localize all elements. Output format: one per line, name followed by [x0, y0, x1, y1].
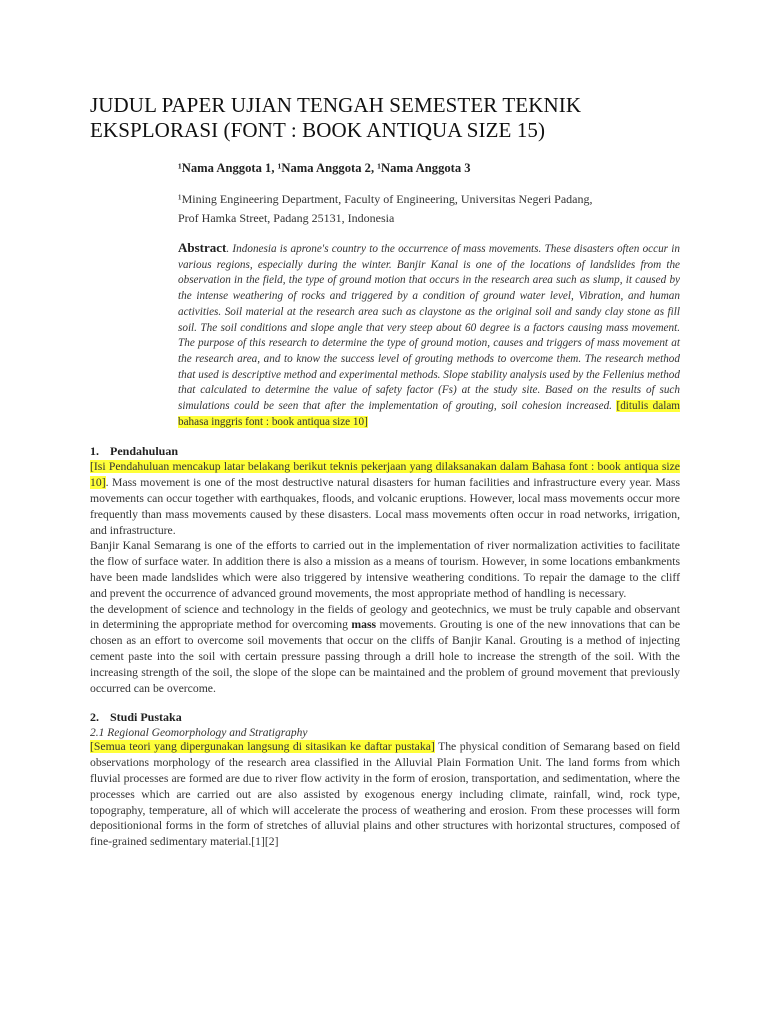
- section-heading-pendahuluan: [90, 444, 680, 459]
- intro-paragraph-2: Banjir Kanal Semarang is one of the efforts to carried out in the implementation of river normalization activities to facilitate the flow of surface water. In addition there is also a mission as a means of tourism. However, in some locations embankments have been made landslides which were also triggered by intensive weathering conditions. To repair the damage to the cliff and prevent the occurrence of advanced ground movements, the most appropriate method of handling is necessary.: [90, 539, 680, 600]
- subsection-heading: 2.1 Regional Geomorphology and Stratigraphy: [90, 727, 308, 740]
- intro-paragraph-3: [90, 602, 680, 697]
- affiliation-line-1: ¹Mining Engineering Department, Faculty of Engineering, Universitas Negeri Padang,: [178, 192, 593, 206]
- paper-title: JUDUL PAPER UJIAN TENGAH SEMESTER TEKNIK EKSPLORASI (FONT : BOOK ANTIQUA SIZE 15): [90, 93, 582, 142]
- section-number: 2.: [90, 710, 99, 725]
- review-text-1: The physical condition of Semarang based on field observations morphology of the research area classified in the Alluvial Plain Formation Unit. The land forms from which fluvial processes are formed are due to river flow activity in the form of erosion, transportation, and sedimentation, where the processes which are carried out are also assisted by exogenous energy including climate, rainfall, wind, rock type, topography, temperature, all of which will accelerate the process of weathering and erosion. From these processes will form depositionional forms in the form of stretches of alluvial plains and other structures with horizontal structures, composed of fine-grained sedimentary material.[1][2]: [90, 740, 680, 849]
- intro-text-3a: the development of science and technology in the fields of geology and geotechnics, we must be truly capable and observant in determining the appropriate method for overcoming: [90, 602, 680, 632]
- section-title: Studi Pustaka: [110, 710, 182, 725]
- affiliation-line-2: Prof Hamka Street, Padang 25131, Indonesia: [178, 211, 395, 225]
- intro-paragraph-1: [90, 459, 680, 538]
- section-number: 1.: [90, 444, 99, 459]
- abstract: [178, 240, 680, 430]
- abstract-note-highlight: [ditulis dalam bahasa inggris font : book antiqua size 10]: [178, 400, 681, 428]
- review-paragraph-1: [90, 739, 680, 850]
- paper-page: [90, 93, 680, 850]
- intro-bold-word: mass: [351, 618, 377, 632]
- review-note-highlight: [Semua teori yang dipergunakan langsung di sitasikan ke daftar pustaka]: [90, 740, 435, 754]
- section-heading-studi-pustaka: [90, 710, 680, 725]
- intro-text-1: . Mass movement is one of the most destructive natural disasters for human facilities and infrastructure every year. Mass movements can occur together with earthquakes, floods, and volcanic eruptions. However, local mass movements occur more frequently than mass movements caused by these disasters. Local mass movements often occur in road networks, irrigation, and infrastructure.: [90, 476, 680, 537]
- intro-text-3b: movements. Grouting is one of the new innovations that can be chosen as an effort to overcome soil movements that occur on the cliffs of Banjir Kanal. Grouting is a method of injecting cement paste into the soil with certain pressure passing through a drill hole to increase the strength of the soil. With the increasing strength of the soil, the slope of the slope can be maintained and the problem of ground movement that previously occurred can be overcome.: [90, 618, 681, 695]
- intro-note-highlight: [Isi Pendahuluan mencakup latar belakang berikut teknis pekerjaan yang dilaksanakan dalam Bahasa font : book antiqua size 10]: [90, 460, 680, 490]
- abstract-text: . Indonesia is aprone's country to the occurrence of mass movements. These disasters often occur in various regions, especially during the winter. Banjir Kanal is one of the locations of landslides from the observation in the field, the type of ground motion that occurs in the research area such as slump, it caused by the intense weathering of rocks and triggered by a condition of ground water level, Vibration, and human activities. Soil material at the research area such as claystone as the original soil and sandy clay stone as fill soil. The soil conditions and slope angle that very steep about 60 degree is a factors causing mass movement. The purpose of this research to determine the type of ground motion, causes and triggers of mass movement at the research area, and to know the success level of grouting methods to overcome them. The research method that used is descriptive method and experimental methods. Slope stability analysis used by the Fellenius method that calculated to determine the value of safety factor (Fs) at the study site. Based on the results of such simulations could be seen that after the implementation of grouting, soil cohesion increased.: [178, 243, 680, 413]
- section-title: Pendahuluan: [110, 444, 179, 459]
- abstract-label: Abstract: [178, 240, 227, 255]
- author-list: ¹Nama Anggota 1, ¹Nama Anggota 2, ¹Nama Anggota 3: [178, 161, 471, 175]
- affiliation: [178, 190, 680, 228]
